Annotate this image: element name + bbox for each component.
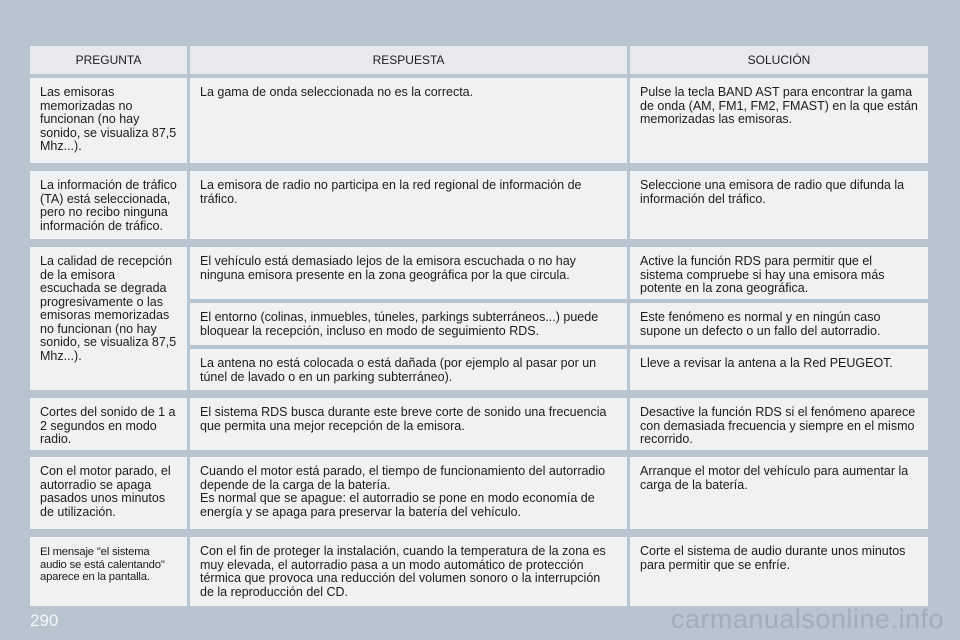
header-pregunta: PREGUNTA <box>30 46 187 74</box>
answer-cell: La emisora de radio no participa en la red regional de información de tráfico. <box>190 171 627 239</box>
answer-cell: El vehículo está demasiado lejos de la emisora escuchada o no hay ninguna emisora presente en la zona geográfica por la que circula. <box>190 247 627 299</box>
question-cell: Cortes del sonido de 1 a 2 segundos en modo radio. <box>30 398 187 450</box>
header-respuesta: RESPUESTA <box>190 46 627 74</box>
solution-cell: Seleccione una emisora de radio que difunda la información del tráfico. <box>630 171 928 239</box>
answer-cell: El entorno (colinas, inmuebles, túneles, parkings subterráneos...) puede bloquear la recepción, incluso en modo de seguimiento RDS. <box>190 303 627 345</box>
answer-cell: El sistema RDS busca durante este breve corte de sonido una frecuencia que permita una mejor recepción de la emisora. <box>190 398 627 450</box>
question-cell: La información de tráfico (TA) está seleccionada, pero no recibo ninguna información de tráfico. <box>30 171 187 239</box>
solution-cell: Desactive la función RDS si el fenómeno aparece con demasiada frecuencia y siempre en el mismo recorrido. <box>630 398 928 450</box>
solution-cell: Lleve a revisar la antena a la Red PEUGEOT. <box>630 349 928 390</box>
answer-cell: La antena no está colocada o está dañada (por ejemplo al pasar por un túnel de lavado o en un parking subterráneo). <box>190 349 627 390</box>
solution-cell: Pulse la tecla BAND AST para encontrar la gama de onda (AM, FM1, FM2, FMAST) en la que están memorizadas las emisoras. <box>630 78 928 163</box>
solution-cell: Arranque el motor del vehículo para aumentar la carga de la batería. <box>630 457 928 529</box>
question-cell: Con el motor parado, el autorradio se apaga pasados unos minutos de utilización. <box>30 457 187 529</box>
answer-cell: Con el fin de proteger la instalación, cuando la temperatura de la zona es muy elevada, el autorradio pasa a un modo automático de protección térmica que provoca una reducción del volumen sonoro o la interrupción de la reproducción del CD. <box>190 537 627 606</box>
question-cell: La calidad de recepción de la emisora escuchada se degrada progresivamente o las emisoras memorizadas no funcionan (no hay sonido, se visualiza 87,5 Mhz...). <box>30 247 187 390</box>
solution-cell: Corte el sistema de audio durante unos minutos para permitir que se enfríe. <box>630 537 928 606</box>
solution-cell: Este fenómeno es normal y en ningún caso supone un defecto o un fallo del autorradio. <box>630 303 928 345</box>
page-number: 290 <box>30 611 59 630</box>
solution-cell: Active la función RDS para permitir que el sistema compruebe si hay una emisora más potente en la zona geográfica. <box>630 247 928 299</box>
question-cell: Las emisoras memorizadas no funcionan (no hay sonido, se visualiza 87,5 Mhz...). <box>30 78 187 163</box>
header-solucion: SOLUCIÓN <box>630 46 928 74</box>
answer-cell: Cuando el motor está parado, el tiempo de funcionamiento del autorradio depende de la carga de la batería. Es normal que se apague: el autorradio se pone en modo economía de energía y se apaga para preservar la batería del vehículo. <box>190 457 627 529</box>
answer-cell: La gama de onda seleccionada no es la correcta. <box>190 78 627 163</box>
watermark: carmanualsonline.info <box>670 604 944 634</box>
question-cell: El mensaje "el sistema audio se está calentando" aparece en la pantalla. <box>30 537 187 606</box>
